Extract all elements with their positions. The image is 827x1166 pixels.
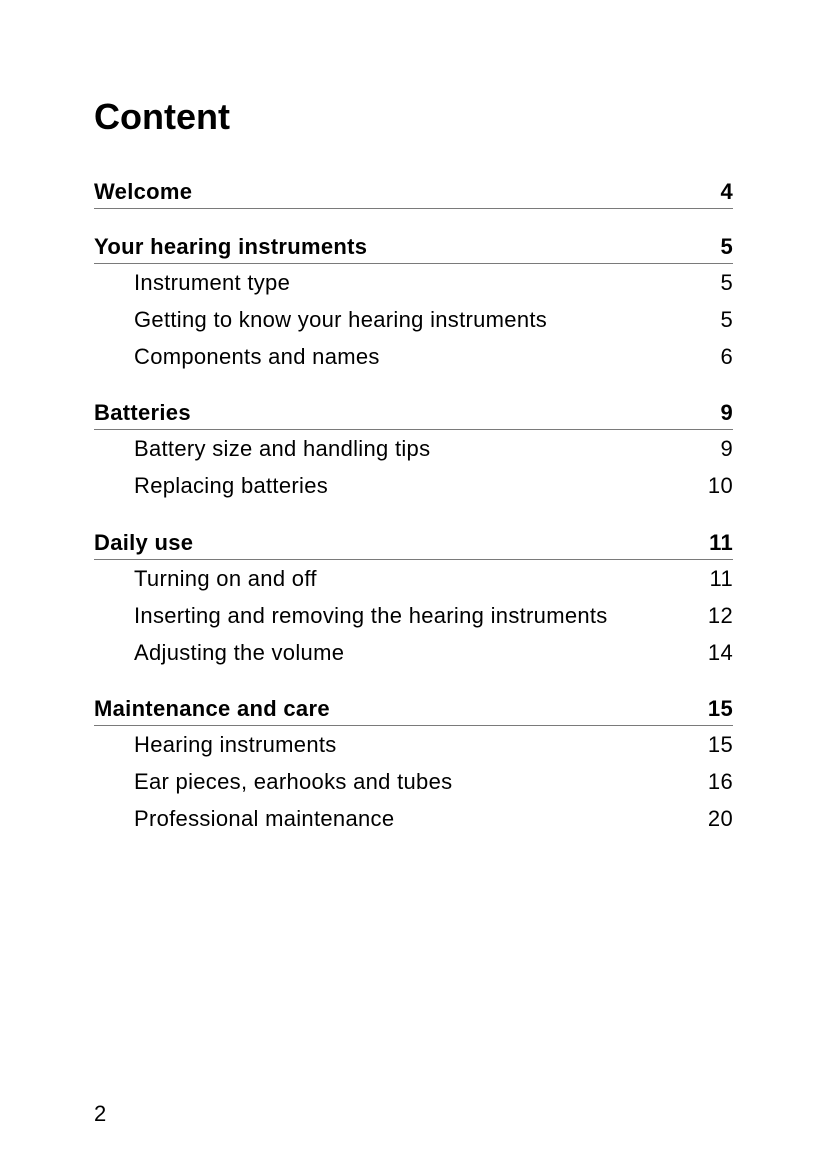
- section-page-number: 9: [720, 400, 733, 425]
- toc-section-welcome[interactable]: [94, 171, 733, 209]
- page-number: 2: [94, 1101, 107, 1126]
- entry-page-number: 12: [707, 603, 733, 628]
- entry-label: Components and names: [134, 344, 380, 369]
- toc-entry-hearing-instruments[interactable]: [94, 730, 733, 760]
- section-page-number: 4: [720, 179, 733, 204]
- entry-label: Inserting and removing the hearing instruments: [134, 603, 608, 628]
- toc-entry-ear-pieces[interactable]: [94, 767, 733, 797]
- toc-entry-components-and-names[interactable]: [94, 342, 733, 372]
- entry-label: Ear pieces, earhooks and tubes: [134, 769, 453, 794]
- toc-section-batteries[interactable]: [94, 392, 733, 430]
- section-label: Welcome: [94, 179, 193, 204]
- toc-entry-inserting-and-removing[interactable]: [94, 601, 733, 631]
- entry-label: Getting to know your hearing instruments: [134, 307, 548, 332]
- toc-section-your-hearing-instruments[interactable]: [94, 226, 733, 264]
- toc-entry-turning-on-and-off[interactable]: [94, 564, 733, 594]
- entry-label: Battery size and handling tips: [134, 436, 431, 461]
- entry-label: Turning on and off: [134, 566, 317, 591]
- entry-page-number: 9: [720, 436, 733, 461]
- section-page-number: 5: [720, 234, 733, 259]
- entry-page-number: 5: [720, 307, 733, 332]
- section-label: Your hearing instruments: [94, 234, 368, 259]
- entry-page-number: 15: [707, 732, 733, 757]
- entry-page-number: 6: [720, 344, 733, 369]
- section-page-number: 15: [707, 696, 733, 721]
- entry-page-number: 11: [709, 566, 733, 591]
- entry-page-number: 14: [707, 640, 733, 665]
- section-label: Batteries: [94, 400, 191, 425]
- section-label: Maintenance and care: [94, 696, 330, 721]
- toc-entry-replacing-batteries[interactable]: [94, 471, 733, 501]
- section-page-number: 11: [709, 530, 733, 555]
- entry-label: Professional maintenance: [134, 806, 395, 831]
- entry-label: Adjusting the volume: [134, 640, 345, 665]
- toc-entry-adjusting-the-volume[interactable]: [94, 638, 733, 668]
- entry-label: Instrument type: [134, 270, 291, 295]
- entry-page-number: 16: [707, 769, 733, 794]
- toc-entry-professional-maintenance[interactable]: [94, 804, 733, 834]
- toc-entry-instrument-type[interactable]: [94, 268, 733, 298]
- section-label: Daily use: [94, 530, 194, 555]
- toc-section-maintenance-and-care[interactable]: [94, 688, 733, 726]
- entry-label: Replacing batteries: [134, 473, 329, 498]
- entry-page-number: 10: [707, 473, 733, 498]
- entry-label: Hearing instruments: [134, 732, 337, 757]
- toc-section-daily-use[interactable]: [94, 522, 733, 560]
- toc-entry-getting-to-know[interactable]: [94, 305, 733, 335]
- page-title: Content: [94, 96, 230, 137]
- entry-page-number: 20: [707, 806, 733, 831]
- entry-page-number: 5: [720, 270, 733, 295]
- toc-entry-battery-size[interactable]: [94, 434, 733, 464]
